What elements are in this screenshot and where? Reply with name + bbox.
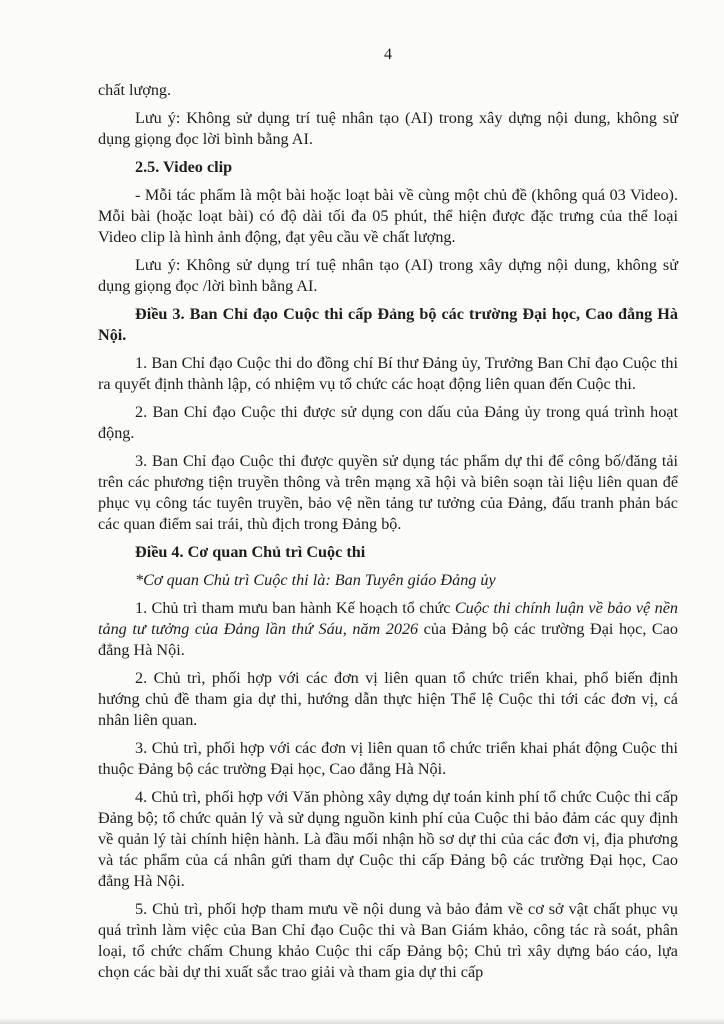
note-paragraph: Lưu ý: Không sử dụng trí tuệ nhân tạo (AI) trong xây dựng nội dung, không sử dụng giọng đọc lời bình bằng AI. <box>98 109 678 148</box>
paragraph: - Mỗi tác phẩm là một bài hoặc loạt bài về cùng một chủ đề (không quá 03 Video). Mỗi bài (hoặc loạt bài) có độ dài tối đa 05 phút, thể hiện được đặc trưng của thể loại Video clip là hình ảnh động, đạt yêu cầu về chất lượng. <box>98 186 678 246</box>
paragraph: 3. Chủ trì, phối hợp với các đơn vị liên quan tổ chức triển khai phát động Cuộc thi thuộc Đảng bộ các trường Đại học, Cao đẳng Hà Nội. <box>98 739 678 778</box>
note-paragraph: Lưu ý: Không sử dụng trí tuệ nhân tạo (AI) trong xây dựng nội dung, không sử dụng giọng đọc /lời bình bằng AI. <box>98 256 678 295</box>
paragraph-continuation: chất lượng. <box>98 81 172 99</box>
paragraph <box>98 598 678 661</box>
paragraph: 1. Ban Chỉ đạo Cuộc thi do đồng chí Bí thư Đảng ủy, Trưởng Ban Chỉ đạo Cuộc thi ra quyết định thành lập, có nhiệm vụ tổ chức các hoạt động liên quan đến Cuộc thi. <box>98 354 678 393</box>
paragraph: 2. Ban Chỉ đạo Cuộc thi được sử dụng con dấu của Đảng ủy trong quá trình hoạt động. <box>98 403 678 442</box>
italic-contest-title: Cuộc thi chính luận về bảo vệ nền tảng tư tưởng của Đảng lần thứ Sáu, năm 2026 <box>98 599 678 638</box>
page-number: 4 <box>384 46 392 63</box>
paragraph: 5. Chủ trì, phối hợp tham mưu về nội dung và bảo đảm về cơ sở vật chất phục vụ quá trình làm việc của Ban Chỉ đạo Cuộc thi và Ban Giám khảo, công tác rà soát, phân loại, tổ chức chấm Chung khảo Cuộc thi cấp Đảng bộ; Chủ trì xây dựng báo cáo, lựa chọn các bài dự thi xuất sắc trao giải và tham gia dự thi cấp <box>98 900 678 981</box>
article-heading-3: Điều 3. Ban Chỉ đạo Cuộc thi cấp Đảng bộ các trường Đại học, Cao đẳng Hà Nội. <box>98 305 678 344</box>
paragraph: 4. Chủ trì, phối hợp với Văn phòng xây dựng dự toán kinh phí tổ chức Cuộc thi cấp Đảng bộ; tổ chức quản lý và sử dụng nguồn kinh phí của Cuộc thi bảo đảm các quy định về quản lý tài chính hiện hành. Là đầu mối nhận hồ sơ dự thi của các đơn vị, địa phương và tác phẩm của cá nhân gửi tham dự Cuộc thi cấp Đảng bộ các trường Đại học, Cao đẳng Hà Nội. <box>98 788 678 890</box>
section-heading-video-clip: 2.5. Video clip <box>135 158 233 176</box>
article-heading-4: Điều 4. Cơ quan Chủ trì Cuộc thi <box>135 543 366 561</box>
paragraph: 2. Chủ trì, phối hợp với các đơn vị liên quan tổ chức triển khai, phổ biến định hướng chủ đề tham gia dự thi, hướng dẫn thực hiện Thể lệ Cuộc thi tới các đơn vị, cá nhân liên quan. <box>98 669 678 729</box>
text-run: 1. Chủ trì tham mưu ban hành Kế hoạch tổ chức <box>135 599 455 617</box>
text-run: của Đảng bộ các trường Đại học, Cao đẳng Hà Nội. <box>98 620 678 659</box>
paragraph: 3. Ban Chỉ đạo Cuộc thi được quyền sử dụng tác phẩm dự thi để công bố/đăng tải trên các phương tiện truyền thông và trên mạng xã hội và biên soạn tài liệu liên quan để phục vụ công tác tuyên truyền, bảo vệ nền tảng tư tưởng của Đảng, đấu tranh phản bác các quan điểm sai trái, thù địch trong Đảng bộ. <box>98 452 678 533</box>
scan-edge-shadow <box>0 1018 724 1024</box>
document-body <box>98 80 678 983</box>
italic-paragraph: *Cơ quan Chủ trì Cuộc thi là: Ban Tuyên giáo Đảng ủy <box>135 571 496 589</box>
